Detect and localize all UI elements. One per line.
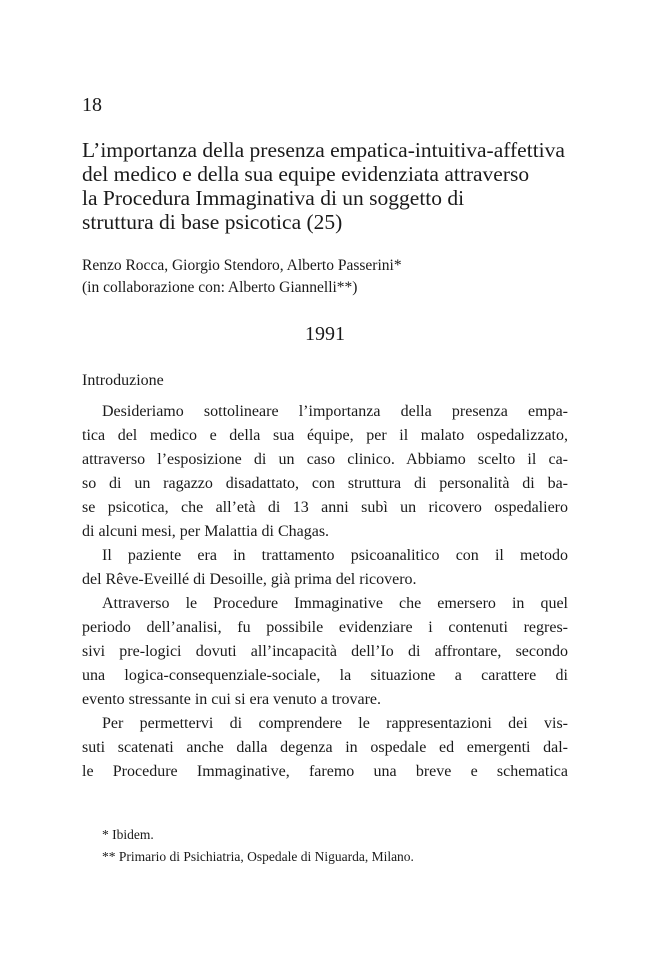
title-line: del medico e della sua equipe evidenziata attraverso xyxy=(82,162,530,186)
title-line: la Procedura Immaginativa di un soggetto di xyxy=(82,186,465,210)
body-line: Desideriamo sottolineare l’importanza della presenza empa- xyxy=(102,403,568,420)
body-line: Per permettervi di comprendere le rappresentazioni dei vis- xyxy=(102,715,568,732)
body-line: le Procedure Immaginative, faremo una breve e schematica xyxy=(82,763,568,780)
body-line: attraverso l’esposizione di un caso clinico. Abbiamo scelto il ca- xyxy=(82,451,568,468)
footnote: ** Primario di Psichiatria, Ospedale di Niguarda, Milano. xyxy=(102,849,414,864)
body-line: se psicotica, che all’età di 13 anni subì un ricovero ospedaliero xyxy=(82,499,568,516)
publication-year: 1991 xyxy=(305,323,345,345)
body-line: sivi pre-logici dovuti all’incapacità dell’Io di affrontare, secondo xyxy=(82,643,568,660)
authors-block xyxy=(82,255,402,299)
page-number: 18 xyxy=(82,94,102,116)
collaborator-line: (in collaborazione con: Alberto Giannelli**) xyxy=(82,279,358,296)
footnote: * Ibidem. xyxy=(102,827,154,842)
body-line: Il paziente era in trattamento psicoanalitico con il metodo xyxy=(102,547,568,564)
body-line: suti scatenati anche dalla degenza in ospedale ed emergenti dal- xyxy=(82,739,568,756)
authors-line: Renzo Rocca, Giorgio Stendoro, Alberto Passerini* xyxy=(82,257,402,274)
title-line: struttura di base psicotica (25) xyxy=(82,210,343,234)
body-line: tica del medico e della sua équipe, per il malato ospedalizzato, xyxy=(82,427,568,444)
chapter-title xyxy=(82,138,582,234)
title-line: L’importanza della presenza empatica-intuitiva-affettiva xyxy=(82,138,565,162)
body-text xyxy=(82,400,568,784)
body-line: di alcuni mesi, per Malattia di Chagas. xyxy=(82,523,330,540)
body-line: so di un ragazzo disadattato, con struttura di personalità di ba- xyxy=(82,475,568,492)
body-line: periodo dell’analisi, fu possibile evidenziare i contenuti regres- xyxy=(82,619,568,636)
body-line: Attraverso le Procedure Immaginative che emersero in quel xyxy=(102,595,568,612)
body-line: una logica-consequenziale-sociale, la situazione a carattere di xyxy=(82,667,568,684)
footnotes xyxy=(102,824,414,868)
section-heading: Introduzione xyxy=(82,372,164,389)
body-line: evento stressante in cui si era venuto a trovare. xyxy=(82,691,381,708)
body-line: del Rêve-Eveillé di Desoille, già prima del ricovero. xyxy=(82,571,417,588)
